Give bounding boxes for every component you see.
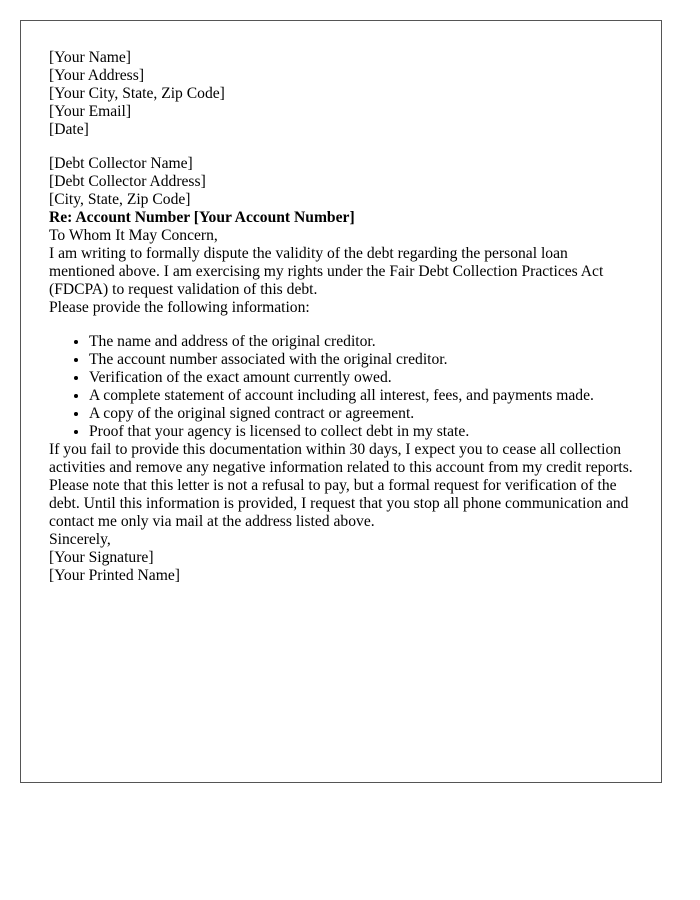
intro-paragraph: I am writing to formally dispute the validity of the debt regarding the personal loan mentioned above. I am exercising my rights under the Fair Debt Collection Practices Act (FDCPA) to request validation of this debt. (49, 245, 604, 298)
sender-name: [Your Name] (49, 49, 132, 66)
list-item: • The account number associated with the original creditor. (89, 351, 633, 369)
list-item: • The name and address of the original creditor. (89, 333, 633, 351)
list-item: • A complete statement of account including all interest, fees, and payments made. (89, 387, 633, 405)
request-list (49, 333, 633, 441)
recipient-city-state-zip: [City, State, Zip Code] (49, 191, 191, 208)
sender-address: [Your Address] (49, 67, 145, 84)
sender-block (49, 49, 633, 139)
recipient-name: [Debt Collector Name] (49, 155, 193, 172)
sender-email: [Your Email] (49, 103, 132, 120)
list-item: • Proof that your agency is licensed to collect debt in my state. (89, 423, 633, 441)
request-lead: Please provide the following information: (49, 299, 310, 316)
list-item: • Verification of the exact amount currently owed. (89, 369, 633, 387)
recipient-address: [Debt Collector Address] (49, 173, 206, 190)
salutation: To Whom It May Concern, (49, 227, 218, 244)
deadline-paragraph: If you fail to provide this documentation within 30 days, I expect you to cease all collection activities and remove any negative information related to this account from my credit reports. (49, 441, 633, 476)
printed-name-placeholder: [Your Printed Name] (49, 567, 180, 584)
dispute-letter (20, 20, 662, 783)
closing: Sincerely, (49, 531, 111, 548)
letter-date: [Date] (49, 121, 89, 138)
sender-city-state-zip: [Your City, State, Zip Code] (49, 85, 225, 102)
list-item: • A copy of the original signed contract or agreement. (89, 405, 633, 423)
subject-line: Re: Account Number [Your Account Number] (49, 209, 355, 226)
note-paragraph: Please note that this letter is not a refusal to pay, but a formal request for verification of the debt. Until this information is provided, I request that you stop all phone communication and contact me only via mail at the address listed above. (49, 477, 629, 530)
signature-placeholder: [Your Signature] (49, 549, 154, 566)
recipient-block (49, 155, 633, 209)
